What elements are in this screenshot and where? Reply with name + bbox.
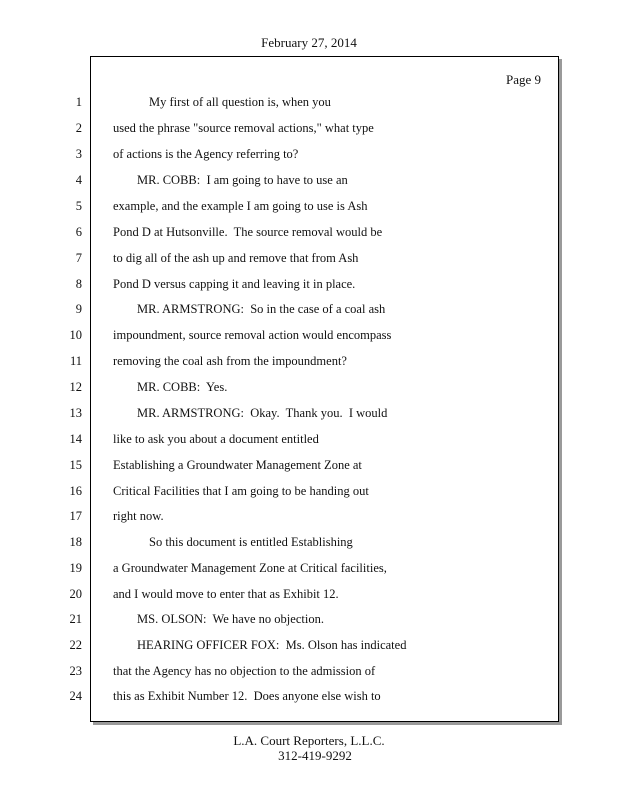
line-text: this as Exhibit Number 12. Does anyone else wish to (113, 689, 381, 703)
line-text: example, and the example I am going to use is Ash (113, 199, 368, 213)
line-number: 23 (69, 664, 82, 678)
line-number: 20 (69, 587, 82, 601)
line-number: 24 (69, 689, 82, 703)
line-text: and I would move to enter that as Exhibit 12. (113, 587, 339, 601)
line-text: Establishing a Groundwater Management Zone at (113, 458, 362, 472)
line-number: 10 (69, 328, 82, 342)
page-number: Page 9 (505, 72, 541, 87)
line-number: 15 (69, 458, 82, 472)
line-text: like to ask you about a document entitled (113, 432, 319, 446)
line-number: 9 (75, 302, 82, 316)
line-number: 4 (75, 173, 82, 187)
line-text: impoundment, source removal action would encompass (113, 328, 392, 342)
line-text: Pond D versus capping it and leaving it in place. (113, 277, 356, 291)
line-text: that the Agency has no objection to the admission of (113, 664, 376, 678)
line-number: 16 (69, 484, 82, 498)
court-reporter-phone: 312-419-9292 (278, 748, 352, 763)
line-number: 7 (75, 251, 82, 265)
line-number: 18 (69, 535, 82, 549)
line-number: 22 (69, 638, 82, 652)
line-number: 6 (75, 225, 82, 239)
transcript-date: February 27, 2014 (261, 35, 357, 50)
line-text: MR. COBB: Yes. (137, 380, 228, 394)
line-text: a Groundwater Management Zone at Critical facilities, (113, 561, 387, 575)
court-reporter-name: L.A. Court Reporters, L.L.C. (233, 733, 385, 748)
line-text: HEARING OFFICER FOX: Ms. Olson has indicated (137, 638, 407, 652)
line-number: 1 (75, 95, 82, 109)
line-text: MR. ARMSTRONG: Okay. Thank you. I would (137, 406, 388, 420)
line-number: 2 (75, 121, 82, 135)
line-text: to dig all of the ash up and remove that from Ash (113, 251, 359, 265)
line-text: right now. (113, 509, 164, 523)
line-number: 8 (75, 277, 82, 291)
line-number: 11 (69, 354, 82, 368)
line-number: 3 (75, 147, 82, 161)
line-number: 17 (69, 509, 82, 523)
line-text: Pond D at Hutsonville. The source removal would be (113, 225, 383, 239)
line-number: 19 (69, 561, 82, 575)
line-text: Critical Facilities that I am going to be handing out (113, 484, 369, 498)
line-text: removing the coal ash from the impoundment? (113, 354, 347, 368)
line-number: 21 (69, 612, 82, 626)
line-text: MR. COBB: I am going to have to use an (137, 173, 348, 187)
line-text: So this document is entitled Establishing (149, 535, 353, 549)
line-text: MS. OLSON: We have no objection. (137, 612, 324, 626)
line-text: used the phrase "source removal actions," what type (113, 121, 374, 135)
line-text: of actions is the Agency referring to? (113, 147, 299, 161)
line-text: MR. ARMSTRONG: So in the case of a coal ash (137, 302, 386, 316)
line-number: 5 (75, 199, 82, 213)
line-number: 14 (69, 432, 82, 446)
line-text: My first of all question is, when you (149, 95, 331, 109)
line-number: 13 (69, 406, 82, 420)
line-number: 12 (69, 380, 82, 394)
